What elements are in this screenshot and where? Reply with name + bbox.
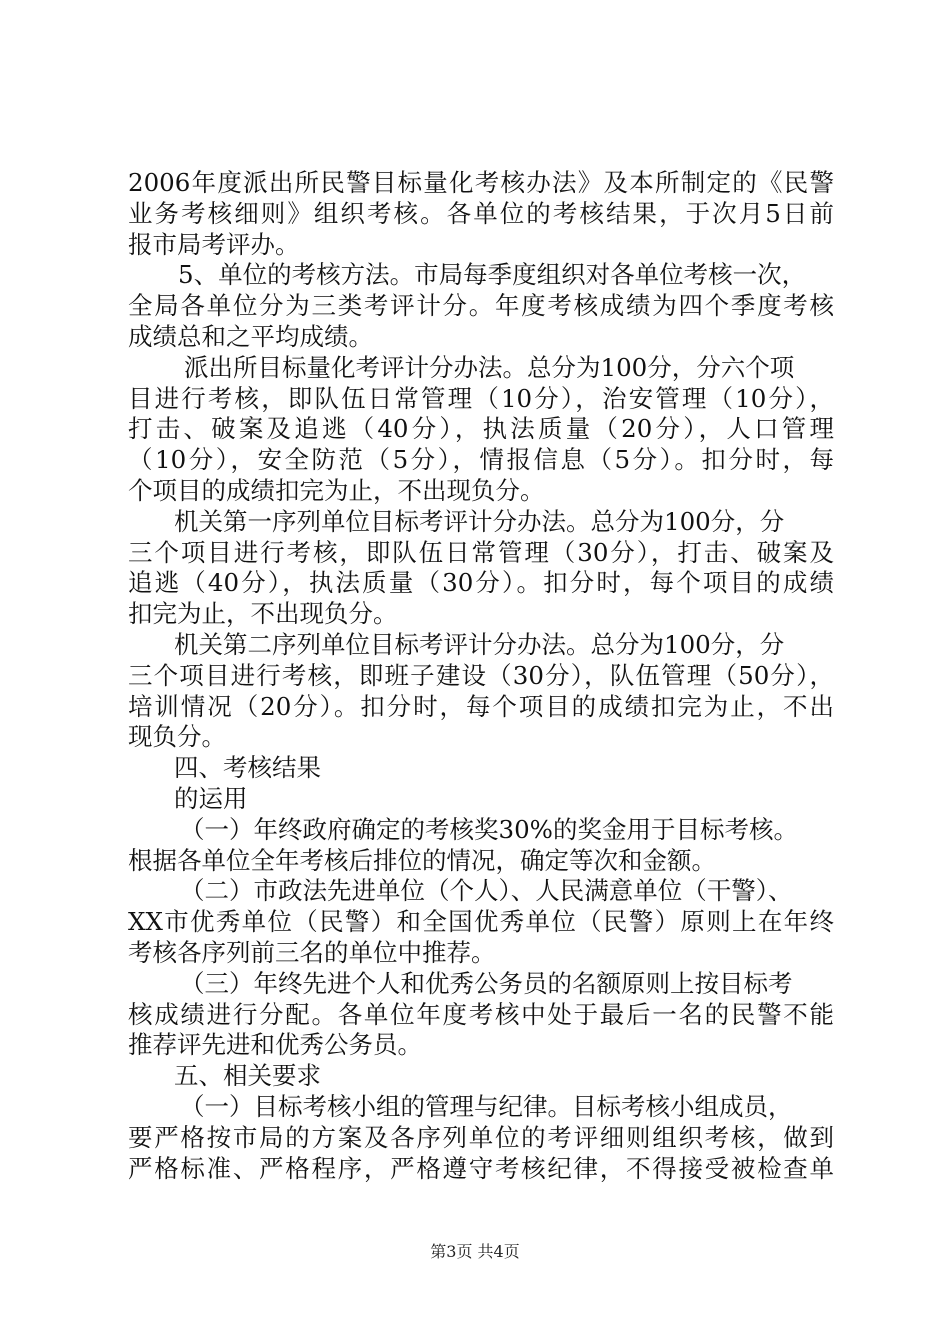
text-line: 2006年度派出所民警目标量化考核办法》及本所制定的《民警 <box>128 168 834 197</box>
text-line: 成绩总和之平均成绩。 <box>128 321 373 351</box>
section-heading: 四、考核结果 <box>174 753 321 783</box>
text-line: 追逃（40分），执法质量（30分）。扣分时，每个项目的成绩 <box>128 568 834 598</box>
text-line: （三）年终先进个人和优秀公务员的名额原则上按目标考 <box>180 968 793 998</box>
text-line: 严格标准、严格程序，严格遵守考核纪律，不得接受被检查单 <box>128 1153 834 1183</box>
text-line: 培训情况（20分）。扣分时，每个项目的成绩扣完为止，不出 <box>128 691 834 721</box>
text-line: 三个项目进行考核，即班子建设（30分），队伍管理（50分）， <box>128 660 834 690</box>
text-line: （10分），安全防范（5分），情报信息（5分）。扣分时，每 <box>128 445 834 475</box>
text-line: 推荐评先进和优秀公务员。 <box>128 1030 422 1060</box>
text-line: 要严格按市局的方案及各序列单位的考评细则组织考核，做到 <box>128 1122 834 1152</box>
text-line: 派出所目标量化考评计分办法。总分为100分，分六个项 <box>184 352 795 382</box>
text-line: 三个项目进行考核，即队伍日常管理（30分），打击、破案及 <box>128 537 834 567</box>
section-heading-continuation: 的运用 <box>174 783 248 813</box>
text-line: 个项目的成绩扣完为止，不出现负分。 <box>128 475 545 505</box>
text-line: 考核各序列前三名的单位中推荐。 <box>128 937 496 967</box>
text-line: 机关第一序列单位目标考评计分办法。总分为100分，分 <box>174 506 785 536</box>
text-line: 扣完为止，不出现负分。 <box>128 599 398 629</box>
document-body <box>128 168 834 1184</box>
text-line: 报市局考评办。 <box>128 229 300 259</box>
section-heading: 五、相关要求 <box>174 1061 321 1091</box>
text-line: XX市优秀单位（民警）和全国优秀单位（民警）原则上在年终 <box>128 907 834 937</box>
text-line: 核成绩进行分配。各单位年度考核中处于最后一名的民警不能 <box>128 999 834 1029</box>
text-line: （一）年终政府确定的考核奖30%的奖金用于目标考核。 <box>180 814 798 844</box>
text-line: 全局各单位分为三类考评计分。年度考核成绩为四个季度考核 <box>128 291 834 321</box>
text-line: 根据各单位全年考核后排位的情况，确定等次和金额。 <box>128 845 716 875</box>
text-line: 5、单位的考核方法。市局每季度组织对各单位考核一次， <box>178 260 807 290</box>
page-footer: 第3页 共4页 <box>430 1242 520 1261</box>
text-line: （二）市政法先进单位（个人）、人民满意单位（干警）、 <box>180 876 793 906</box>
text-line: 机关第二序列单位目标考评计分办法。总分为100分，分 <box>174 629 785 659</box>
text-line: 打击、破案及追逃（40分），执法质量（20分），人口管理 <box>128 414 834 444</box>
text-line: 现负分。 <box>128 722 226 752</box>
text-line: （一）目标考核小组的管理与纪律。目标考核小组成员， <box>180 1091 793 1121</box>
text-line: 目进行考核，即队伍日常管理（10分），治安管理（10分）， <box>128 383 834 413</box>
text-line: 业务考核细则》组织考核。各单位的考核结果，于次月5日前 <box>128 198 834 228</box>
